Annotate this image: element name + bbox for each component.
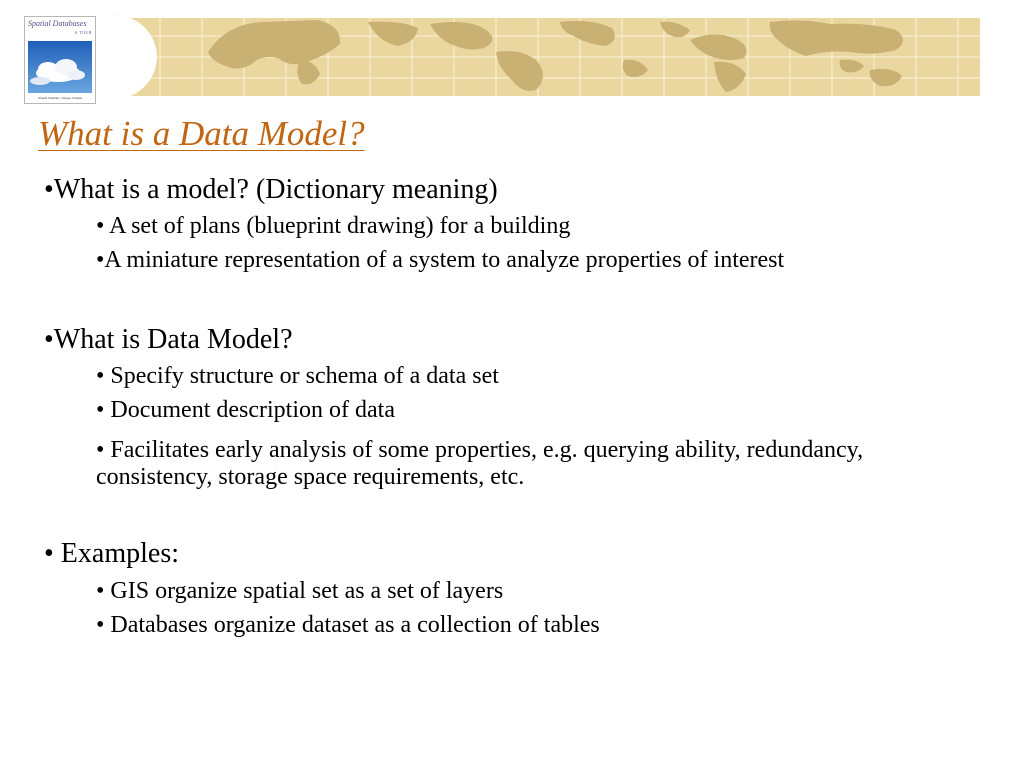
header-banner xyxy=(0,0,1024,112)
bullet-item-miniature: •A miniature representation of a system to analyze properties of interest xyxy=(96,247,785,273)
bullet-heading-examples: • Examples: xyxy=(44,538,179,569)
bullet-heading-data-model: •What is Data Model? xyxy=(44,324,293,355)
bullet-item-databases: • Databases organize dataset as a collection of tables xyxy=(96,612,600,638)
slide-title: What is a Data Model? xyxy=(38,114,365,153)
bullet-item-analysis: • Facilitates early analysis of some properties, e.g. querying ability, redundancy, consistency, storage space requirements, etc. xyxy=(96,437,864,490)
book-cover-image xyxy=(24,16,96,104)
bullet-heading-model: •What is a model? (Dictionary meaning) xyxy=(44,174,498,205)
book-authors: Shashi Shekhar • Sanjay Chawla xyxy=(38,96,82,100)
bullet-item-blueprint: • A set of plans (blueprint drawing) for a building xyxy=(96,213,571,239)
world-map-banner xyxy=(0,0,1024,112)
book-subtitle: A TOUR xyxy=(74,30,92,35)
bullet-item-gis: • GIS organize spatial set as a set of layers xyxy=(96,578,504,604)
bullet-item-structure: • Specify structure or schema of a data set xyxy=(96,363,499,389)
book-title: Spatial Databases xyxy=(28,19,87,28)
bullet-item-document: • Document description of data xyxy=(96,397,395,423)
sky-clouds-image xyxy=(28,41,92,93)
